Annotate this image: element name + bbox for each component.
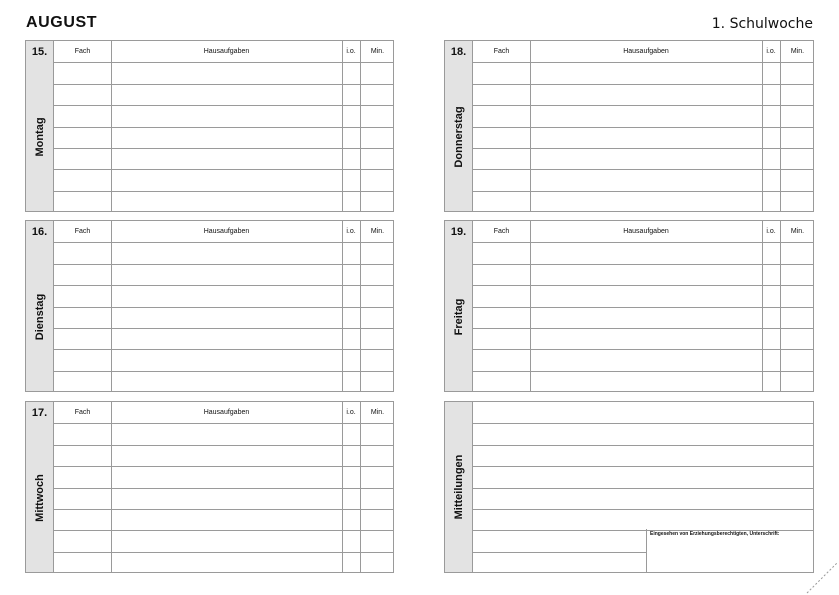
row-line: [54, 148, 393, 149]
row-line: [54, 191, 393, 192]
row-line: [54, 530, 393, 531]
column-divider: [762, 221, 763, 391]
row-line: [473, 349, 813, 350]
column-divider: [342, 402, 343, 572]
header-minutes: Min.: [790, 48, 805, 55]
corner-fold-mark: [799, 555, 839, 595]
header-minutes: Min.: [370, 48, 385, 55]
signature-box[interactable]: [646, 529, 813, 572]
row-line: [473, 285, 813, 286]
row-line: [54, 552, 393, 553]
row-line: [54, 349, 393, 350]
column-divider: [111, 402, 112, 572]
header-subject: Fach: [493, 228, 510, 235]
header-homework: Hausaufgaben: [623, 228, 669, 235]
header-io: i.o.: [346, 409, 356, 416]
notes-line: [473, 423, 813, 424]
row-line: [54, 264, 393, 265]
header-minutes: Min.: [790, 228, 805, 235]
day-number: 18.: [445, 41, 473, 63]
row-line: [54, 62, 393, 63]
header-io: i.o.: [346, 228, 356, 235]
row-line: [54, 242, 393, 243]
row-line: [473, 84, 813, 85]
notes-line: [473, 466, 813, 467]
row-line: [54, 105, 393, 106]
header-subject: Fach: [74, 228, 91, 235]
notes-line: [473, 552, 647, 553]
week-label: 1. Schulwoche: [711, 16, 813, 32]
row-line: [54, 127, 393, 128]
row-line: [473, 105, 813, 106]
row-line: [54, 307, 393, 308]
day-name: Mittwoch: [33, 473, 46, 522]
header-io: i.o.: [766, 228, 776, 235]
row-line: [54, 371, 393, 372]
column-divider: [762, 41, 763, 211]
column-divider: [360, 402, 361, 572]
column-divider: [111, 41, 112, 211]
row-line: [54, 285, 393, 286]
day-number: 17.: [26, 402, 54, 424]
day-name: Montag: [33, 116, 46, 157]
row-line: [54, 466, 393, 467]
day-name: Dienstag: [33, 293, 46, 340]
header-subject: Fach: [74, 409, 91, 416]
row-line: [473, 191, 813, 192]
day-sidebar: [26, 242, 54, 391]
column-divider: [111, 221, 112, 391]
row-line: [54, 84, 393, 85]
day-name: Freitag: [452, 298, 465, 335]
signature-label: Eingesehen von Erziehungsberechtigten, Unterschrift:: [650, 531, 780, 537]
row-line: [54, 423, 393, 424]
row-line: [473, 148, 813, 149]
row-line: [54, 445, 393, 446]
notes-sidebar: [445, 402, 473, 572]
day-panel-monday: [25, 40, 394, 212]
header-homework: Hausaufgaben: [623, 48, 669, 55]
day-sidebar: [445, 62, 473, 211]
row-line: [54, 328, 393, 329]
day-number: 19.: [445, 221, 473, 243]
day-panel-thursday: [444, 40, 814, 212]
row-line: [473, 328, 813, 329]
column-divider: [530, 221, 531, 391]
notes-line: [473, 509, 813, 510]
notes-label: Mitteilungen: [452, 454, 465, 520]
day-name: Donnerstag: [452, 105, 465, 168]
row-line: [54, 169, 393, 170]
header-minutes: Min.: [370, 228, 385, 235]
row-line: [54, 488, 393, 489]
day-panel-wednesday: [25, 401, 394, 573]
row-line: [473, 169, 813, 170]
header-io: i.o.: [766, 48, 776, 55]
row-line: [54, 509, 393, 510]
row-line: [473, 307, 813, 308]
header-minutes: Min.: [370, 409, 385, 416]
header-homework: Hausaufgaben: [203, 409, 250, 416]
column-divider: [780, 41, 781, 211]
row-line: [473, 264, 813, 265]
day-panel-friday: [444, 220, 814, 392]
column-divider: [530, 41, 531, 211]
day-number: 16.: [26, 221, 54, 243]
day-sidebar: [26, 423, 54, 572]
row-line: [473, 371, 813, 372]
header-io: i.o.: [346, 48, 356, 55]
header-subject: Fach: [74, 48, 91, 55]
column-divider: [342, 221, 343, 391]
row-line: [473, 62, 813, 63]
header-homework: Hausaufgaben: [203, 228, 250, 235]
day-sidebar: [445, 242, 473, 391]
day-sidebar: [26, 62, 54, 211]
header-homework: Hausaufgaben: [203, 48, 250, 55]
day-number: 15.: [26, 41, 54, 63]
notes-panel: [444, 401, 814, 573]
column-divider: [360, 41, 361, 211]
column-divider: [360, 221, 361, 391]
notes-line: [473, 445, 813, 446]
column-divider: [342, 41, 343, 211]
row-line: [473, 127, 813, 128]
header-subject: Fach: [493, 48, 510, 55]
notes-line: [473, 488, 813, 489]
column-divider: [780, 221, 781, 391]
month-title: AUGUST: [26, 14, 98, 31]
row-line: [473, 242, 813, 243]
day-panel-tuesday: [25, 220, 394, 392]
